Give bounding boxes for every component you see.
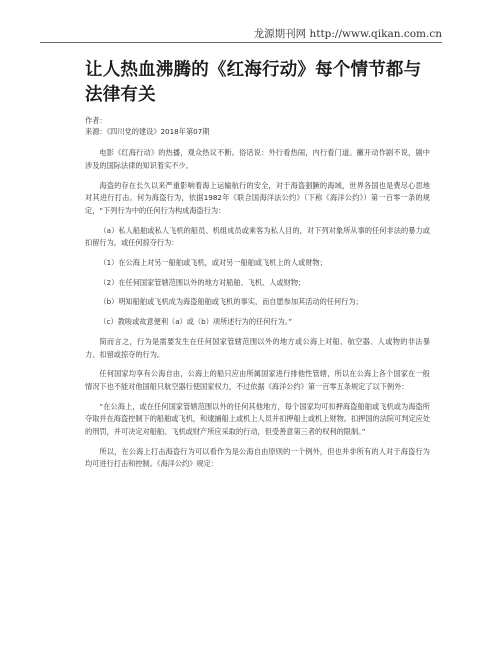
- body-paragraph: 简而言之，行为是需要发生在任何国家管辖范围以外的地方或公海上对船、航空器、人或物的非法暴力、扣留或掠夺的行为。: [85, 337, 430, 359]
- body-paragraph: （b）明知船舶或飞机成为海盗船舶或飞机的事实，而自愿参加其活动的任何行为；: [99, 297, 363, 307]
- body-paragraph: 所以，在公海上打击海盗行为可以看作为是公海自由原则的一个例外，但也并非所有的人对于海盗行为均可进行打击和控制。《海洋公约》规定：: [85, 446, 430, 469]
- body-paragraph: （2）在任何国家管辖范围以外的地方对船舶、飞机、人或财物；: [99, 277, 306, 287]
- body-paragraph: 电影《红海行动》的热播，观众热议不断。俗话说：外行看热闹，内行看门道。撇开动作剧不说，剧中涉及的国际法律的知识着实不少。: [85, 148, 430, 170]
- body-paragraph: 任何国家均享有公海自由，公海上的船只应由所属国家进行排他性管辖，所以在公海上各个国家在一般情况下也不能对他国船只航空器行使国家权力，不过依据《海洋公约》第一百零五条规定了以下例外：: [85, 369, 430, 392]
- site-header: 龙源期刊网 http://www.qikan.com.cn: [253, 28, 442, 40]
- article-body: [85, 147, 430, 478]
- article-source: 来源：《四川党的建设》2018年第07期: [85, 127, 210, 136]
- body-paragraph: “在公海上，或在任何国家管辖范围以外的任何其他地方，每个国家均可扣押海盗船舶或飞机或为海盗所夺取并在海盗控制下的船舶或飞机，和逮捕船上或机上人员并扣押船上或机上财物。扣押国的法院可判定应处的刑罚，并可决定对船舶、飞机或财产所应采取的行动，但受善意第三者的权利的限制。”: [85, 401, 431, 436]
- body-paragraph: （c）教唆或故意便利（a）或（b）项所述行为的任何行为。”: [99, 317, 293, 327]
- article-title: 让人热血沸腾的《红海行动》每个情节都与法律有关: [85, 60, 422, 105]
- header-divider: [40, 42, 442, 43]
- body-paragraph: （a）私人船舶或私人飞机的船员、机组成员或乘客为私人目的，对下列对象所从事的任何非法的暴力或扣留行为，或任何掠夺行为：: [85, 225, 430, 248]
- body-paragraph: 海盗的存在长久以来严重影响着海上运输航行的安全，对于海盗猖獗的海域，世界各国也是费尽心思地对其进行打击。何为海盗行为，依据1982年《联合国海洋法公约》（下称《海洋公约》）第一百零一条的规定，“下列行为中的任何行为构成海盗行为：: [85, 180, 430, 215]
- article-author: 作者：: [85, 116, 107, 125]
- body-paragraph: （1）在公海上对另一船舶或飞机，或对另一船舶或飞机上的人或财物；: [99, 257, 327, 267]
